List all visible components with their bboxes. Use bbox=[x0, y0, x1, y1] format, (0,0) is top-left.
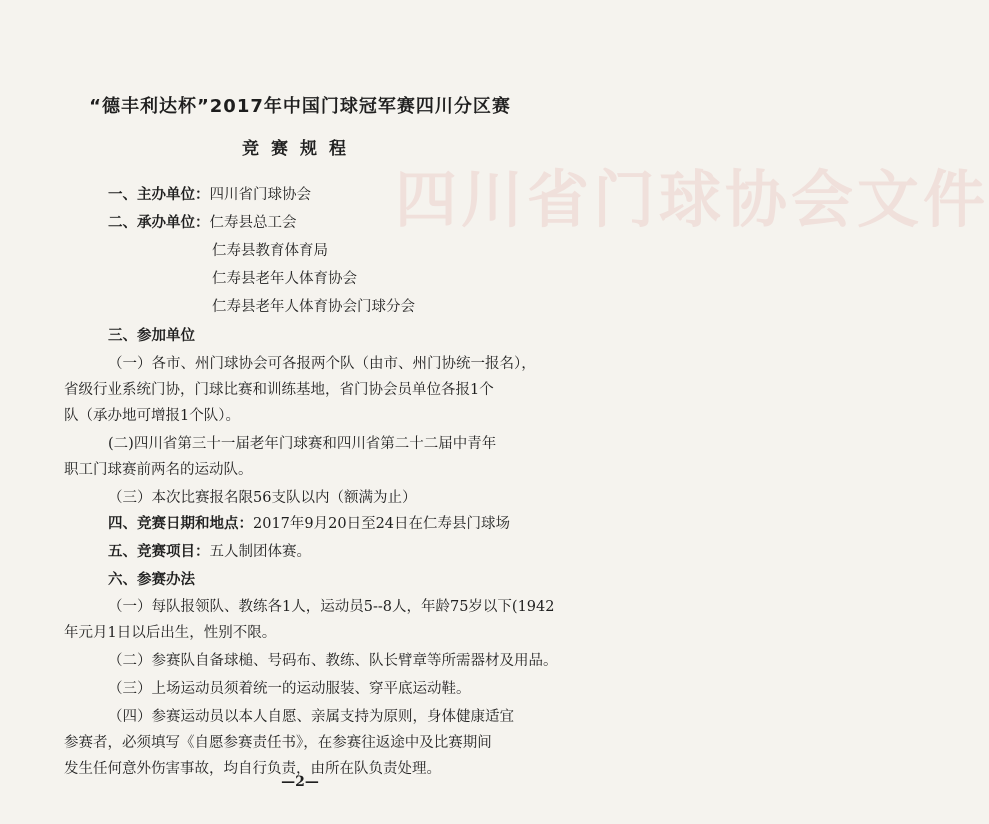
section-host-value-2: 仁寿县教育体育局 bbox=[212, 243, 328, 259]
section-date-venue-value: 2017年9月20日至24日在仁寿县门球场 bbox=[253, 516, 511, 532]
participants-p2-line2: 职工门球赛前两名的运动队。 bbox=[64, 462, 253, 478]
section-host-label: 二、承办单位： bbox=[108, 215, 210, 231]
participants-p2-line1: (二)四川省第三十一届老年门球赛和四川省第二十二届中青年 bbox=[108, 436, 497, 452]
section-host bbox=[108, 211, 297, 232]
method-p4-line3: 发生任何意外伤害事故，均自行负责，由所在队负责处理。 bbox=[64, 761, 441, 777]
section-host-value-4: 仁寿县老年人体育协会门球分会 bbox=[212, 299, 415, 315]
watermark-text: 四川省门球协会文件 bbox=[395, 163, 989, 236]
method-p2: （二）参赛队自备球槌、号码布、教练、队长臂章等所需器材及用品。 bbox=[108, 653, 558, 669]
section-event bbox=[108, 540, 311, 561]
method-p4-line2: 参赛者，必须填写《自愿参赛责任书》，在参赛往返途中及比赛期间 bbox=[64, 735, 492, 751]
section-event-value: 五人制团体赛。 bbox=[209, 544, 311, 560]
section-date-venue bbox=[108, 512, 510, 533]
method-p1-line1: （一）每队报领队、教练各1人，运动员5--8人，年龄75岁以下(1942 bbox=[108, 599, 555, 615]
section-date-venue-label: 四、竞赛日期和地点： bbox=[108, 516, 253, 532]
document-title: “德丰利达杯”2017年中国门球冠军赛四川分区赛 bbox=[89, 96, 511, 117]
section-organizer-label: 一、主办单位： bbox=[108, 187, 210, 203]
section-method-label: 六、参赛办法 bbox=[108, 572, 195, 588]
participants-p1-line1: （一）各市、州门球协会可各报两个队（由市、州门协统一报名）， bbox=[108, 356, 536, 372]
section-event-label: 五、竞赛项目： bbox=[108, 544, 210, 560]
method-p4-line1: （四）参赛运动员以本人自愿、亲属支持为原则，身体健康适宜 bbox=[108, 709, 514, 725]
method-p1-line2: 年元月1日以后出生，性别不限。 bbox=[64, 625, 277, 641]
section-organizer-value: 四川省门球协会 bbox=[209, 187, 311, 203]
method-p3: （三）上场运动员须着统一的运动服装、穿平底运动鞋。 bbox=[108, 681, 471, 697]
section-host-value-1: 仁寿县总工会 bbox=[209, 215, 297, 231]
participants-p3: （三）本次比赛报名限56支队以内（额满为止） bbox=[108, 490, 417, 506]
participants-p1-line2: 省级行业系统门协，门球比赛和训练基地，省门协会员单位各报1个 bbox=[64, 382, 494, 398]
section-host-value-3: 仁寿县老年人体育协会 bbox=[212, 271, 357, 287]
page-number: —2— bbox=[281, 774, 319, 790]
section-organizer bbox=[108, 183, 311, 204]
document-subtitle: 竞赛规程 bbox=[242, 139, 358, 159]
participants-p1-line3: 队（承办地可增报1个队）。 bbox=[64, 408, 240, 424]
section-participants-label: 三、参加单位 bbox=[108, 328, 195, 344]
